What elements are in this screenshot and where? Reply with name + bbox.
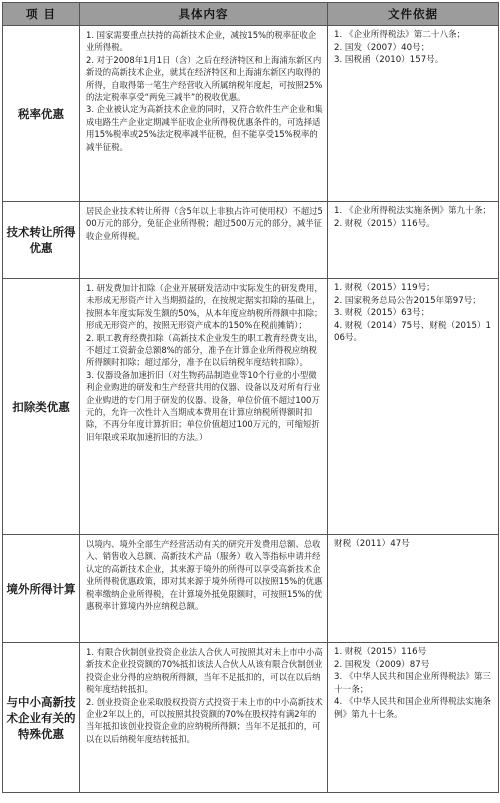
basis-line: 1. 《企业所得税法实施条例》第九十条； [334,206,492,216]
basis-line: 2. 国税发（2009）87号 [334,659,430,670]
basis-line: 2. 国家税务总局公告2015年第97号； [334,295,481,306]
header-item: 项 目 [3,3,80,26]
content-paragraph: 以境内、境外全部生产经营活动有关的研究开发费用总额、总收入、销售收入总额、高新技术产品（服务）收入等指标申请并经认定的高新技术企业，其来源于境外的所得可以享受高新技术企业所得税优惠政策，即对其来源于境外所得可以按照15%的优惠税率缴纳企业所得税，在计算境外抵免限额时，可按照15%的优惠税率计算境内外应纳税总额。 [86,539,323,612]
content-paragraph: 1. 国家需要重点扶持的高新技术企业，减按15%的税率征收企业所得税。 [86,30,317,53]
row-basis [328,643,499,793]
basis-line: 4. 财税（2014）75号、财税（2015）106号。 [334,320,492,344]
content-paragraph: 2. 创业投资企业采取股权投资方式投资于未上市的中小高新技术企业2年以上的，可以按照其投资额的70%在股权持有满2年的当年抵扣该创业投资企业的应纳税所得额；当年不足抵扣的，可以在以后纳税年度结转抵扣。 [86,696,323,744]
basis-line: 1. 《企业所得税法》第二十八条； [334,30,466,40]
table-row [3,535,499,643]
row-content [80,535,328,643]
row-basis [328,535,499,643]
table-row [3,26,499,202]
content-paragraph: 1. 有限合伙制创业投资企业法人合伙人可按照其对未上市中小高新技术企业投资额的70%抵扣该法人合伙人从该有限合伙制创业投资企业分得的应纳税所得额，当年不足抵扣的，可以在以后纳税年度结转抵扣。 [86,647,323,695]
row-basis [328,279,499,535]
basis-line: 1. 财税（2015）119号； [334,283,435,293]
table-row [3,643,499,793]
table-row [3,279,499,535]
row-item: 与中小高新技术企业有关的特殊优惠 [3,643,80,793]
basis-line: 3. 国税函（2010）157号。 [334,55,444,66]
header-row [3,3,499,26]
content-paragraph: 3. 企业被认定为高新技术企业的同时，又符合软件生产企业和集成电路生产企业定期减半征收企业所得税优惠条件的，可选择适用15%税率或25%法定税率减半征税，但不能享受15%税率的减半征税。 [86,104,323,152]
row-item: 扣除类优惠 [3,279,80,535]
row-item: 技术转让所得优惠 [3,202,80,279]
row-basis [328,26,499,202]
basis-line: 3. 财税（2015）63号； [334,308,430,319]
row-content [80,202,328,279]
row-content [80,279,328,535]
content-paragraph: 2. 对于2008年1月1日（含）之后在经济特区和上海浦东新区内新设的高新技术企业，就其在经济特区和上海浦东新区内取得的所得，自取得第一笔生产经营收入所属纳税年度起，可按照25%的法定税率享受“两免三减半”的税收优惠。 [86,54,323,103]
content-paragraph: 2. 职工教育经费扣除（高新技术企业发生的职工教育经费支出，不超过工资薪金总额8%的部分，准予在计算企业所得税应纳税所得额时扣除；超过部分，准予在以后纳税年度结转扣除）。 [86,332,323,368]
basis-line: 2. 国发（2007）40号； [334,42,430,53]
row-basis [328,202,499,279]
header-content: 具体内容 [80,3,328,26]
content-paragraph: 1. 研发费加计扣除（企业开展研发活动中实际发生的研发费用，未形成无形资产计入当期损益的，在按规定据实扣除的基础上，按照本年度实际发生额的50%，从本年度应纳税所得额中扣除；形成无形资产的，按照无形资产成本的150%在税前摊销）； [86,283,323,331]
basis-line: 1. 财税（2015）116号 [334,647,427,657]
header-basis: 文件依据 [328,3,499,26]
table-row [3,202,499,279]
content-paragraph: 居民企业技术转让所得（含5年以上非独占许可使用权）不超过500万元的部分，免征企业所得税；超过500万元的部分，减半征收企业所得税。 [86,206,323,241]
basis-line: 3. 《中华人民共和国企业所得税法》第三十一条； [334,672,492,695]
basis-line: 财税（2011）47号 [334,539,410,549]
content-paragraph: 3. 仪器设备加速折旧（对生物药品制造业等10个行业的小型微利企业购进的研发和生产经营共用的仪器、设备以及对所有行业企业购进的专门用于研发的仪器、设备，单位价值不超过100万元的，允许一次性计入当期成本费用在计算应纳税所得额时扣除，不再分年度计算折旧；单位价值超过100万元的，可缩短折旧年限或采取加速折旧的方法。） [86,369,321,442]
row-item: 境外所得计算 [3,535,80,643]
row-item: 税率优惠 [3,26,80,202]
row-content [80,643,328,793]
basis-line: 4. 《中华人民共和国企业所得税法实施条例》第九十七条。 [334,697,492,720]
basis-line: 2. 财税（2015）116号。 [334,218,435,229]
row-content [80,26,328,202]
policy-table [2,2,499,793]
